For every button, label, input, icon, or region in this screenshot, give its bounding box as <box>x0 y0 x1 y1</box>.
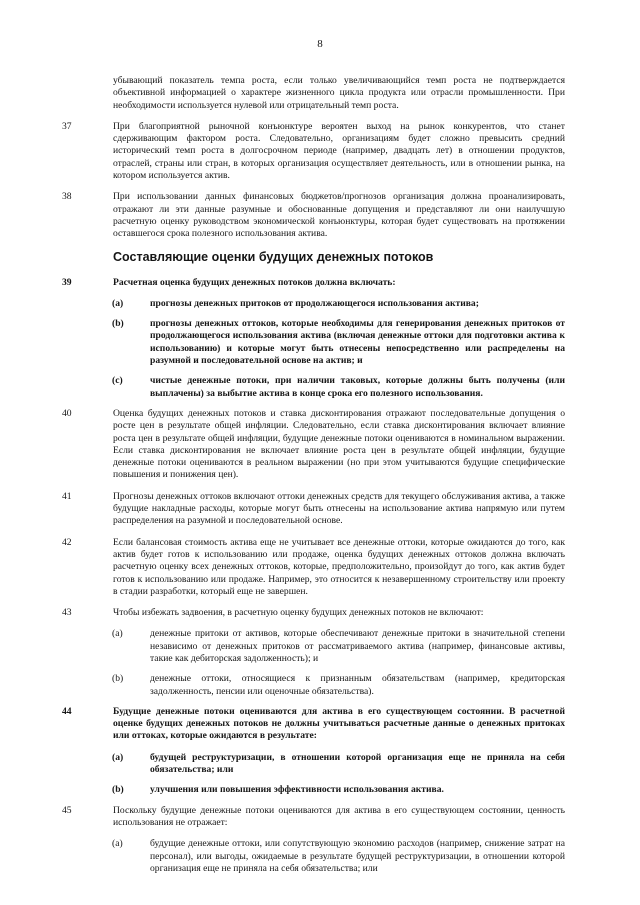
list-item-39b <box>112 318 565 367</box>
paragraph-text: При использовании данных финансовых бюджетов/прогнозов организация должна проанализировать, отражают ли эти данные разумные и обоснованные допущения и представляют ли они наилучшую расчетную оценку руководством экономической конъюнктуры, которая будет существовать на протяжении оставшегося срока полезного использования актива. <box>113 191 565 240</box>
document-body <box>0 75 640 883</box>
list-item-43a <box>112 628 565 665</box>
paragraph-38 <box>62 191 565 240</box>
paragraph-text: Если балансовая стоимость актива еще не учитывает все денежные оттоки, которые ожидаются до того, как актив будет готов к использованию или продаже, оценка будущих денежных оттоков должна включать расчетную оценку всех денежных оттоков, которые, предположительно, произойдут до того, как актив будет готов к использованию или продаже. Например, это относится к незавершенному строительству или проекту в стадии разработки, который еще не завершен. <box>113 536 565 597</box>
item-text: прогнозы денежных притоков от продолжающегося использования актива; <box>150 297 479 309</box>
paragraph-41 <box>62 490 565 528</box>
paragraph-number: 37 <box>62 120 72 132</box>
paragraph-45 <box>62 804 565 830</box>
list-item-43b <box>112 673 565 698</box>
paragraph-44 <box>62 705 565 743</box>
item-label: (b) <box>112 318 124 330</box>
paragraph-43 <box>62 607 565 619</box>
paragraph-number: 41 <box>62 490 72 502</box>
paragraph-text: Оценка будущих денежных потоков и ставка дисконтирования отражают последовательные допущения о росте цен в результате общей инфляции. Следовательно, если ставка дисконтирования включает влияние роста цен в результате общей инфляции, будущие денежные потоки оцениваются в номинальном выражении. Если ставка дисконтирования не включает влияние роста цен в результате общей инфляции, будущие денежные потоки оцениваются в реальном выражении (но при этом учитываются будущие специфические повышения и понижения цен). <box>113 407 565 481</box>
paragraph-text: Будущие денежные потоки оцениваются для актива в его существующем состоянии. В расчетной оценке будущих денежных потоков не должны учитываться расчетные данные о денежных притоках или оттоках, которые ожидаются в результате: <box>113 705 565 742</box>
item-label: (b) <box>112 673 124 685</box>
item-label: (b) <box>112 784 124 796</box>
paragraph-number: 38 <box>62 191 72 203</box>
paragraph-text: Чтобы избежать задвоения, в расчетную оценку будущих денежных потоков не включают: <box>113 607 484 619</box>
item-text: будущие денежные оттоки, или сопутствующую экономию расходов (например, снижение затрат на персонал), или выгоды, ожидаемые в результате будущей реструктуризации, в отношении которой организация еще не приняла на себя обязательства; или <box>150 838 565 874</box>
item-label: (c) <box>112 375 123 387</box>
list-item-39c <box>112 375 565 400</box>
paragraph-text: Расчетная оценка будущих денежных потоков должна включать: <box>113 276 396 288</box>
item-text: будущей реструктуризации, в отношении которой организация еще не приняла на себя обязательства; или <box>150 751 565 776</box>
paragraph-number: 39 <box>62 276 72 288</box>
paragraph-39 <box>62 276 565 289</box>
paragraph-intro: убывающий показатель темпа роста, если только увеличивающийся темп роста не подтверждается объективной информацией о характере жизненного цикла продукта или отрасли промышленности. При необходимости используется нулевой или отрицательный темп роста. <box>113 75 565 111</box>
page-number: 8 <box>317 38 323 50</box>
paragraph-number: 43 <box>62 607 72 619</box>
paragraph-text: Поскольку будущие денежные потоки оцениваются для актива в его существующем состоянии, ценность использования не отражает: <box>113 804 565 828</box>
list-item-45a <box>112 838 565 875</box>
item-text: денежные притоки от активов, которые обеспечивают денежные притоки в значительной степени независимо от денежных притоков от рассматриваемого актива (например, финансовые активы, такие как дебиторская задолженность); и <box>150 628 565 664</box>
section-heading: Составляющие оценки будущих денежных потоков <box>113 249 434 264</box>
list-item-39a <box>112 297 565 310</box>
item-text: улучшения или повышения эффективности использования актива. <box>150 784 444 796</box>
item-text: чистые денежные потоки, при наличии таковых, которые должны быть получены (или выплачены) за выбытие актива в конце срока его полезного использования. <box>150 375 565 399</box>
item-label: (a) <box>112 838 123 850</box>
paragraph-text: При благоприятной рыночной конъюнктуре вероятен выход на рынок конкурентов, что станет сдерживающим фактором роста. Следовательно, организациям будет сложно превысить средний исторический темп роста в долгосрочном периоде (например, двадцать лет) в отношении продуктов, отраслей, страны или стран, в которых организация осуществляет деятельность, или в отношении рынка, на котором используется актив. <box>113 120 565 182</box>
item-text: прогнозы денежных оттоков, которые необходимы для генерирования денежных притоков от продолжающегося использования актива (включая денежные оттоки для подготовки актива к использованию) и которые могут быть отнесены непосредственно или распределены на разумной и последовательной основе на актив; и <box>150 318 565 367</box>
paragraph-40 <box>62 407 565 482</box>
paragraph-text: Прогнозы денежных оттоков включают оттоки денежных средств для текущего обслуживания актива, а также будущие накладные расходы, которые могут быть отнесены на использование актива напрямую или путем распределения на разумной и последовательной основе. <box>113 490 565 527</box>
item-label: (a) <box>112 628 123 640</box>
paragraph-42 <box>62 536 565 598</box>
paragraph-37 <box>62 120 565 182</box>
item-text: денежные оттоки, относящиеся к признанным обязательствам (например, кредиторская задолженность, пенсии или оценочные обязательства). <box>150 673 565 697</box>
list-item-44b <box>112 784 565 796</box>
list-item-44a <box>112 751 565 777</box>
item-label: (a) <box>112 297 124 309</box>
paragraph-number: 40 <box>62 407 72 419</box>
paragraph-number: 45 <box>62 804 72 816</box>
paragraph-number: 42 <box>62 536 72 548</box>
paragraph-number: 44 <box>62 705 72 717</box>
item-label: (a) <box>112 751 124 763</box>
